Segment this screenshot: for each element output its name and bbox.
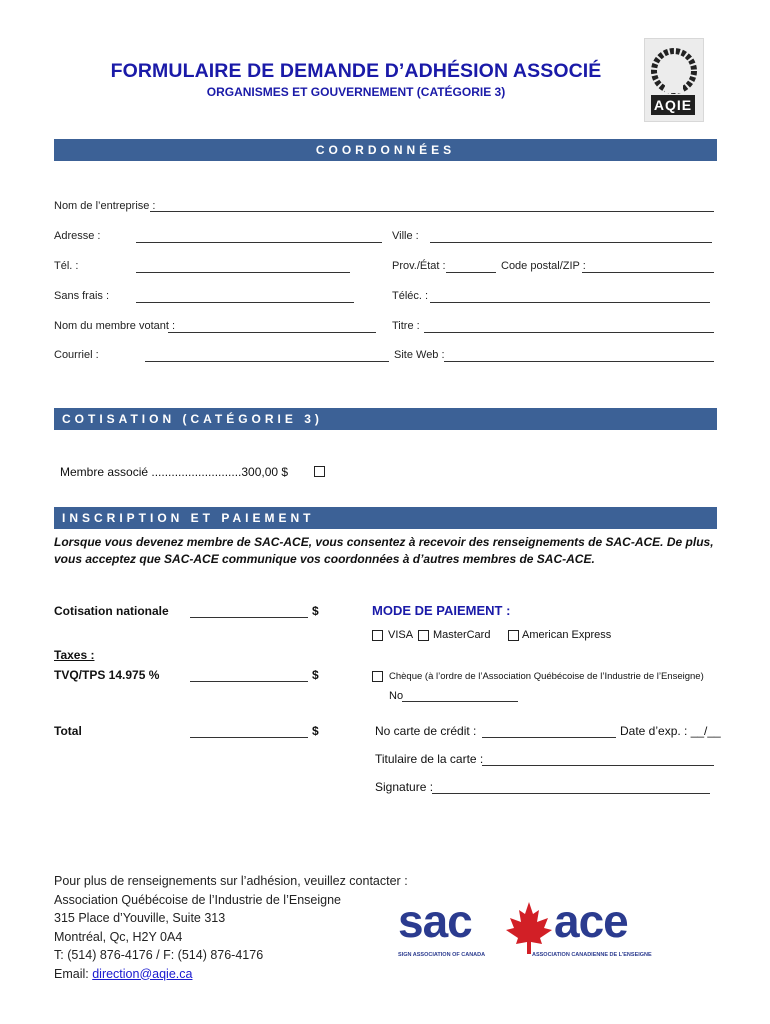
section-cotisation: COTISATION (CATÉGORIE 3) xyxy=(54,408,717,430)
telec-label: Téléc. : xyxy=(392,290,429,302)
aqie-logo xyxy=(644,38,704,122)
cotisation-nationale-field[interactable] xyxy=(190,617,308,618)
membre-associe-line: Membre associé ...........................300,00 $ xyxy=(60,465,289,479)
carte-credit-field[interactable] xyxy=(482,737,616,738)
mode-paiement-title: MODE DE PAIEMENT : xyxy=(372,603,511,618)
contact-block xyxy=(54,872,408,983)
telec-field[interactable] xyxy=(430,302,710,303)
site-web-label: Site Web : xyxy=(394,349,445,361)
titulaire-field[interactable] xyxy=(482,765,714,766)
tel-field[interactable] xyxy=(136,272,350,273)
carte-credit-label: No carte de crédit : xyxy=(375,724,477,738)
dollar-sign: $ xyxy=(312,604,319,618)
dollar-sign: $ xyxy=(312,724,319,738)
courriel-field[interactable] xyxy=(145,361,389,362)
contact-email-row xyxy=(54,965,408,984)
sans-frais-field[interactable] xyxy=(136,302,354,303)
cheque-checkbox[interactable] xyxy=(372,671,383,682)
ville-field[interactable] xyxy=(430,242,712,243)
sac-caption-fr: ASSOCIATION CANADIENNE DE L’ENSEIGNE xyxy=(532,952,652,958)
maple-leaf-icon xyxy=(504,900,554,954)
contact-phone: T: (514) 876-4176 / F: (514) 876-4176 xyxy=(54,948,264,962)
sac-caption-en: SIGN ASSOCIATION OF CANADA xyxy=(398,952,486,958)
postal-field[interactable] xyxy=(582,272,714,273)
cotisation-nationale-label: Cotisation nationale xyxy=(54,604,169,618)
contact-email-label: Email: xyxy=(54,966,89,981)
site-web-field[interactable] xyxy=(444,361,714,362)
contact-org: Association Québécoise de l’Industrie de l’Enseigne xyxy=(54,892,341,907)
postal-label: Code postal/ZIP : xyxy=(501,260,586,272)
ville-label: Ville : xyxy=(392,230,419,242)
dollar-sign: $ xyxy=(312,668,319,682)
courriel-label: Courriel : xyxy=(54,349,99,361)
mastercard-label: MasterCard xyxy=(433,629,491,641)
prov-field[interactable] xyxy=(446,272,496,273)
contact-address: 315 Place d’Youville, Suite 313 xyxy=(54,911,226,925)
tvq-label: TVQ/TPS 14.975 % xyxy=(54,668,160,682)
titre-label: Titre : xyxy=(392,320,420,332)
sac-ace-logo xyxy=(398,895,688,970)
sac-logo-right: ace xyxy=(554,895,628,947)
amex-checkbox[interactable] xyxy=(508,630,519,641)
sans-frais-label: Sans frais : xyxy=(54,290,110,302)
entreprise-label: Nom de l’entreprise : xyxy=(54,200,156,212)
sac-logo-left: sac xyxy=(398,895,472,947)
cheque-label: Chèque (à l’ordre de l’Association Québécoise de l’Industrie de l’Enseigne) xyxy=(389,671,704,682)
taxes-label: Taxes : xyxy=(54,648,95,662)
date-exp-label: Date d’exp. : __/__ xyxy=(620,724,721,738)
membre-votant-label: Nom du membre votant : xyxy=(54,320,176,332)
adresse-label: Adresse : xyxy=(54,230,101,242)
contact-email-link[interactable]: direction@aqie.ca xyxy=(92,966,193,981)
visa-checkbox[interactable] xyxy=(372,630,383,641)
amex-label: American Express xyxy=(522,629,612,641)
signature-field[interactable] xyxy=(432,793,710,794)
aqie-emblem-icon xyxy=(645,43,703,99)
mastercard-checkbox[interactable] xyxy=(418,630,429,641)
membre-votant-field[interactable] xyxy=(168,332,376,333)
titre-field[interactable] xyxy=(424,332,714,333)
form-title: FORMULAIRE DE DEMANDE D’ADHÉSION ASSOCIÉ xyxy=(110,60,602,82)
entreprise-field[interactable] xyxy=(150,211,714,212)
contact-city: Montréal, Qc, H2Y 0A4 xyxy=(54,929,183,944)
titulaire-label: Titulaire de la carte : xyxy=(375,752,484,766)
visa-label: VISA xyxy=(388,629,414,641)
contact-intro: Pour plus de renseignements sur l’adhésion, veuillez contacter : xyxy=(54,874,408,888)
adresse-field[interactable] xyxy=(136,242,382,243)
membre-associe-checkbox[interactable] xyxy=(314,466,325,477)
section-coordonnees: COORDONNÉES xyxy=(54,139,717,161)
tel-label: Tél. : xyxy=(54,260,79,272)
consent-text: Lorsque vous devenez membre de SAC-ACE, vous consentez à recevoir des renseignements de SAC-ACE. De plus, vous acceptez que SAC-ACE communique vos coordonnées à d’autres membres de SAC-ACE. xyxy=(54,535,714,566)
signature-label: Signature : xyxy=(375,780,434,794)
cheque-no-label: No xyxy=(389,690,404,702)
total-label: Total xyxy=(54,724,82,738)
form-subtitle: ORGANISMES ET GOUVERNEMENT (CATÉGORIE 3) xyxy=(206,85,506,99)
cheque-no-field[interactable] xyxy=(402,701,518,702)
section-inscription: INSCRIPTION ET PAIEMENT xyxy=(54,507,717,529)
tvq-field[interactable] xyxy=(190,681,308,682)
prov-label: Prov./État : xyxy=(392,260,446,272)
aqie-logo-text: AQIE xyxy=(651,95,695,115)
total-field[interactable] xyxy=(190,737,308,738)
